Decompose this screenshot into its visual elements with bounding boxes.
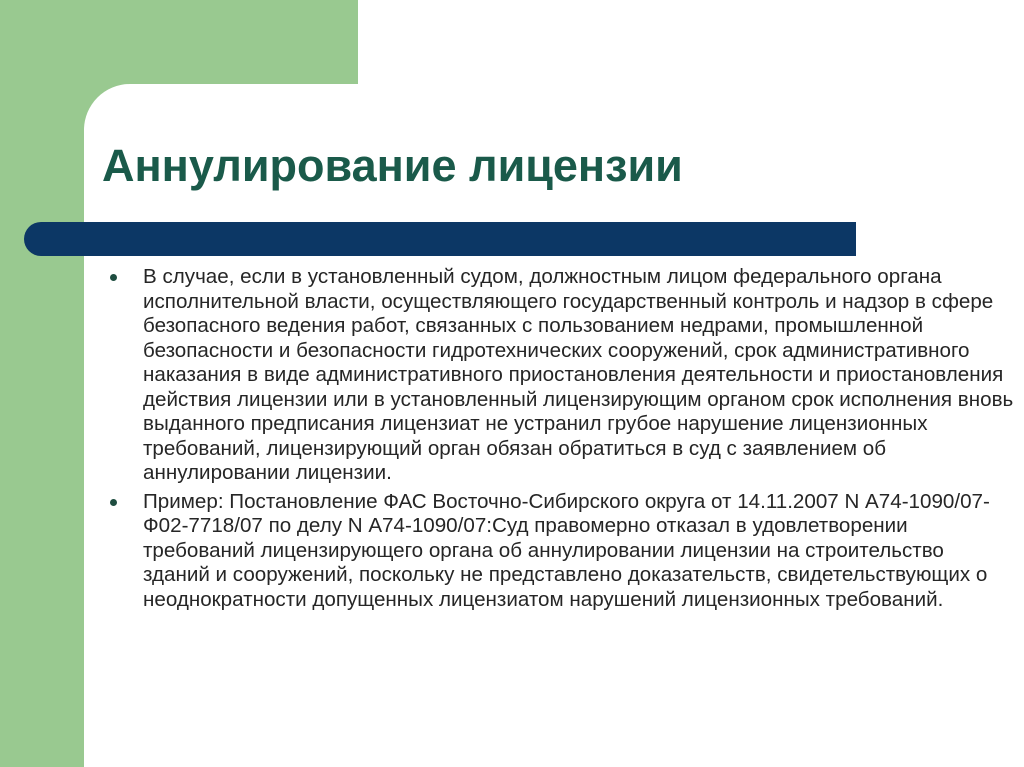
slide-title: Аннулирование лицензии <box>102 140 683 191</box>
bullet-dot-icon <box>110 499 117 506</box>
title-underline-bar <box>24 222 856 256</box>
bullet-item <box>110 490 1015 613</box>
bullet-list <box>110 265 1015 616</box>
bullet-dot-icon <box>110 274 117 281</box>
bullet-text: В случае, если в установленный судом, должностным лицом федерального органа исполнительной власти, осуществляющего государственный контроль и надзор в сфере безопасного ведения работ, связанных с пользованием недрами, промышленной безопасности и безопасности гидротехнических сооружений, срок административного наказания в виде административного приостановления деятельности и приостановления действия лицензии или в установленный лицензирующим органом срок исполнения вновь выданного предписания лицензиат не устранил грубое нарушение лицензионных требований, лицензирующий орган обязан обратиться в суд с заявлением об аннулировании лицензии. <box>143 265 1014 484</box>
bullet-text: Пример: Постановление ФАС Восточно-Сибирского округа от 14.11.2007 N А74-1090/07-Ф02-7718/07 по делу N А74-1090/07:Суд правомерно отказал в удовлетворении требований лицензирующего органа об аннулировании лицензии на строительство зданий и сооружений, поскольку не представлено доказательств, свидетельствующих о неоднократности допущенных лицензиатом нарушений лицензионных требований. <box>143 489 990 611</box>
bullet-item <box>110 265 1015 486</box>
